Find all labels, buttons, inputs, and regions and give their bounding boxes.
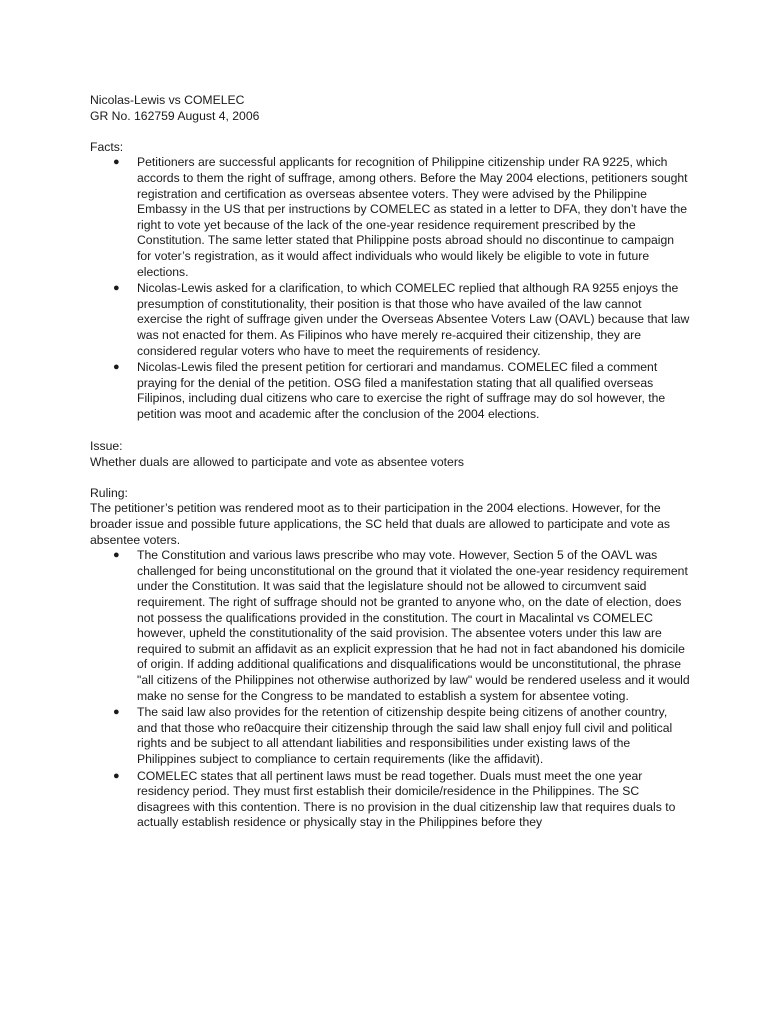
ruling-list <box>90 548 690 831</box>
case-gr-number: GR No. 162759 August 4, 2006 <box>90 108 260 123</box>
facts-item <box>90 281 690 359</box>
ruling-item-text: COMELEC states that all pertinent laws must be read together. Duals must meet the one year residency period. They must first establish their domicile/residence in the Philippines. The SC disagrees with this contention. There is no provision in the dual citizenship law that requires duals to actually establish residence or physically stay in the Philippines before they <box>137 768 676 830</box>
ruling-item <box>90 769 690 831</box>
spacer <box>90 423 690 439</box>
spacer <box>90 124 690 140</box>
facts-item <box>90 155 690 280</box>
facts-item <box>90 360 690 422</box>
ruling-item <box>90 548 690 704</box>
ruling-heading: Ruling: <box>90 485 128 500</box>
facts-heading: Facts: <box>90 139 124 154</box>
ruling-item-text: The said law also provides for the retention of citizenship despite being citizens of another country, and that those who re0acquire their citizenship through the said law shall enjoy full civil and political rights and be subject to all attendant liabilities and responsibilities under existing laws of the Philippines subject to compliance to certain requirements (like the affidavit). <box>137 705 673 766</box>
issue-heading: Issue: <box>90 439 123 454</box>
spacer <box>90 470 690 486</box>
facts-item-text: Nicolas-Lewis filed the present petition for certiorari and mandamus. COMELEC filed a comment praying for the denial of the petition. OSG filed a manifestation stating that all qualified overseas Filipinos, including dual citizens who care to exercise the right of suffrage may do sol however, the petition was moot and academic after the conclusion of the 2004 elections. <box>137 360 666 421</box>
issue-text: Whether duals are allowed to participate and vote as absentee voters <box>90 454 464 469</box>
facts-item-text: Petitioners are successful applicants for recognition of Philippine citizenship under RA 9225, which accords to them the right of suffrage, among others. Before the May 2004 elections, petitioners sought registration and certification as overseas absentee voters. They were advised by the Philippine Embassy in the US that per instructions by COMELEC as stated in a letter to DFA, they don’t have the right to vote yet because of the lack of the one-year residence requirement prescribed by the Constitution. The same letter stated that Philippine posts abroad should no discontinue to campaign for voter’s registration, as it would affect individuals who would likely be eligible to vote in future elections. <box>137 155 688 279</box>
case-title: Nicolas-Lewis vs COMELEC <box>90 93 245 107</box>
bullet-icon: ● <box>113 549 120 562</box>
facts-list <box>90 155 690 422</box>
ruling-item-text: The Constitution and various laws prescribe who may vote. However, Section 5 of the OAVL was challenged for being unconstitutional on the ground that it violated the one-year residency requirement under the Constitution. It was said that the legislature should not be allowed to circumvent said requirement. The right of suffrage should not be granted to anyone who, on the date of election, does not possess the qualifications provided in the constitution. The court in Macalintal vs COMELEC however, upheld the constitutionality of the said provision. The absentee voters under this law are required to submit an affidavit as an explicit expression that he had not in fact abandoned his domicile of origin. If adding additional qualifications and disqualifications would be unconstitutional, the phrase "all citizens of the Philippines not otherwise authorized by law" would be rendered useless and it would make no sense for the Congress to be mandated to establish a system for absentee voting. <box>137 548 690 703</box>
document-body <box>90 93 690 832</box>
bullet-icon: ● <box>113 706 120 719</box>
bullet-icon: ● <box>113 769 120 782</box>
ruling-intro: The petitioner’s petition was rendered moot as to their participation in the 2004 elections. However, for the broader issue and possible future applications, the SC held that duals are allowed to participate and vote as absentee voters. <box>90 501 670 547</box>
ruling-item <box>90 705 690 767</box>
bullet-icon: ● <box>113 156 120 169</box>
bullet-icon: ● <box>113 282 120 295</box>
facts-item-text: Nicolas-Lewis asked for a clarification, to which COMELEC replied that although RA 9255 enjoys the presumption of constitutionality, their position is that those who have availed of the law cannot exercise the right of suffrage given under the Overseas Absentee Voters Law (OAVL) because that law was not enacted for them. As Filipinos who have merely re-acquired their citizenship, they are considered regular voters who have to meet the requirements of residency. <box>137 281 690 358</box>
bullet-icon: ● <box>113 361 120 374</box>
